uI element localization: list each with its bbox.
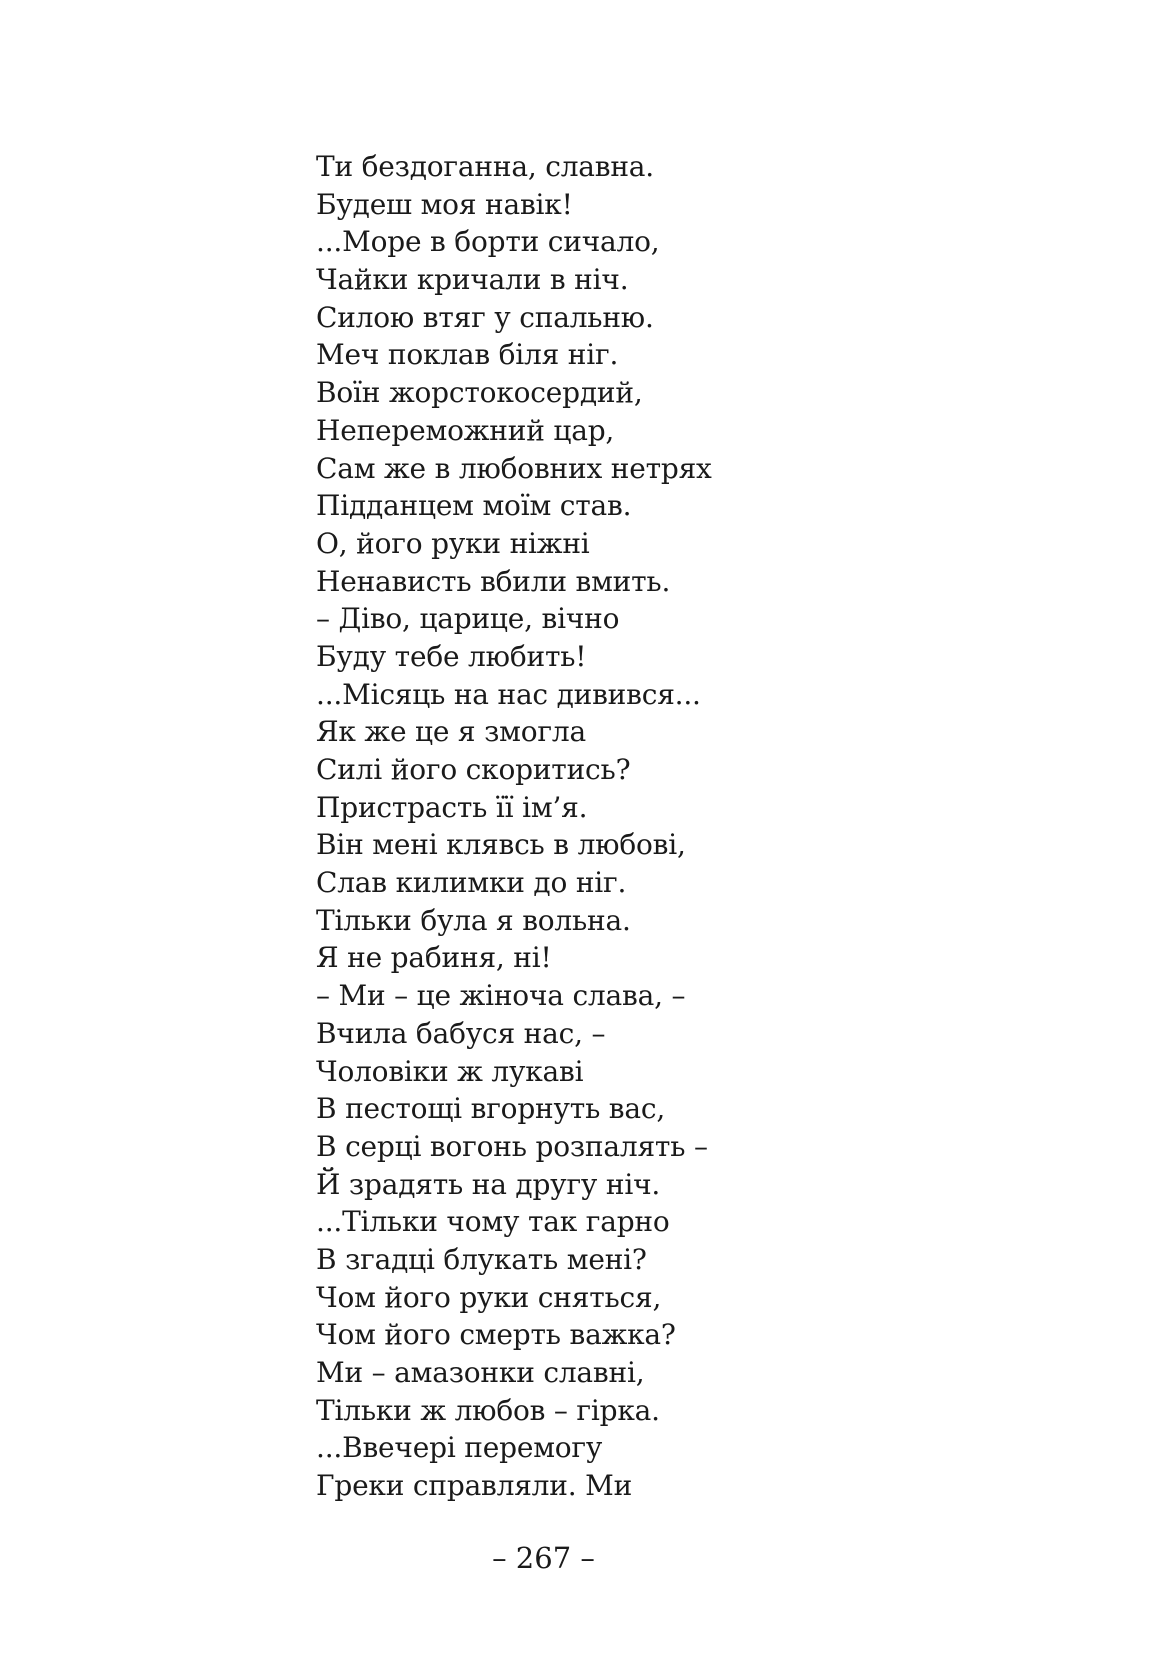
poem-line: О, його руки ніжні bbox=[316, 526, 590, 560]
poem-line: В згадці блукать мені? bbox=[316, 1242, 647, 1276]
poem-line: Він мені клявсь в любові, bbox=[316, 828, 686, 862]
poem-line: Непереможний цар, bbox=[316, 413, 615, 447]
poem-line: – Діво, царице, вічно bbox=[316, 602, 620, 636]
poem-line: Сам же в любовних нетрях bbox=[316, 451, 712, 485]
poem-line: Чом його смерть важка? bbox=[316, 1318, 676, 1352]
poem-line: – Ми – це жіноча слава, – bbox=[316, 979, 686, 1013]
poem-line: Греки справляли. Ми bbox=[316, 1469, 633, 1503]
poem-line: ...Тільки чому так гарно bbox=[316, 1205, 670, 1239]
poem-line: Вчила бабуся нас, – bbox=[316, 1016, 606, 1050]
poem-line: Воїн жорстокосердий, bbox=[316, 376, 643, 410]
poem-line: Я не рабиня, ні! bbox=[316, 941, 552, 975]
poem-line: Силі його скоритись? bbox=[316, 753, 631, 786]
poem-line: Буду тебе любить! bbox=[316, 639, 587, 673]
poem-line: Й зрадять на другу ніч. bbox=[316, 1167, 661, 1201]
poem-line: Чайки кричали в ніч. bbox=[316, 263, 629, 297]
poem-text bbox=[316, 148, 712, 1505]
poem-line: Підданцем моїм став. bbox=[316, 489, 632, 523]
poem-line: Ти бездоганна, славна. bbox=[316, 150, 654, 183]
page-number: – 267 – bbox=[492, 1541, 595, 1575]
poem-line: Як же це я змогла bbox=[316, 715, 586, 749]
poem-line: Пристрасть її ім’я. bbox=[316, 790, 588, 824]
poem-line: Будеш моя навік! bbox=[316, 187, 573, 221]
poem-line: Тільки ж любов – гірка. bbox=[316, 1393, 660, 1427]
poem-line: Слав килимки до ніг. bbox=[316, 866, 627, 900]
poem-line: ...Море в борти сичало, bbox=[316, 225, 660, 259]
poem-line: Чоловіки ж лукаві bbox=[316, 1054, 584, 1088]
poem-line: ...Ввечері перемогу bbox=[316, 1431, 603, 1465]
poem-line: Чом його руки сняться, bbox=[316, 1280, 662, 1314]
poem-line: В пестощі вгорнуть вас, bbox=[316, 1092, 666, 1126]
poem-line: Ми – амазонки славні, bbox=[316, 1356, 645, 1389]
poem-line: ...Місяць на нас дивився... bbox=[316, 677, 701, 711]
poem-line: Тільки була я вольна. bbox=[316, 903, 631, 937]
poem-line: Силою втяг у спальню. bbox=[316, 300, 654, 334]
poem-line: Меч поклав біля ніг. bbox=[316, 338, 619, 372]
poem-line: Ненависть вбили вмить. bbox=[316, 564, 671, 598]
poem-line: В серці вогонь розпалять – bbox=[316, 1129, 708, 1163]
